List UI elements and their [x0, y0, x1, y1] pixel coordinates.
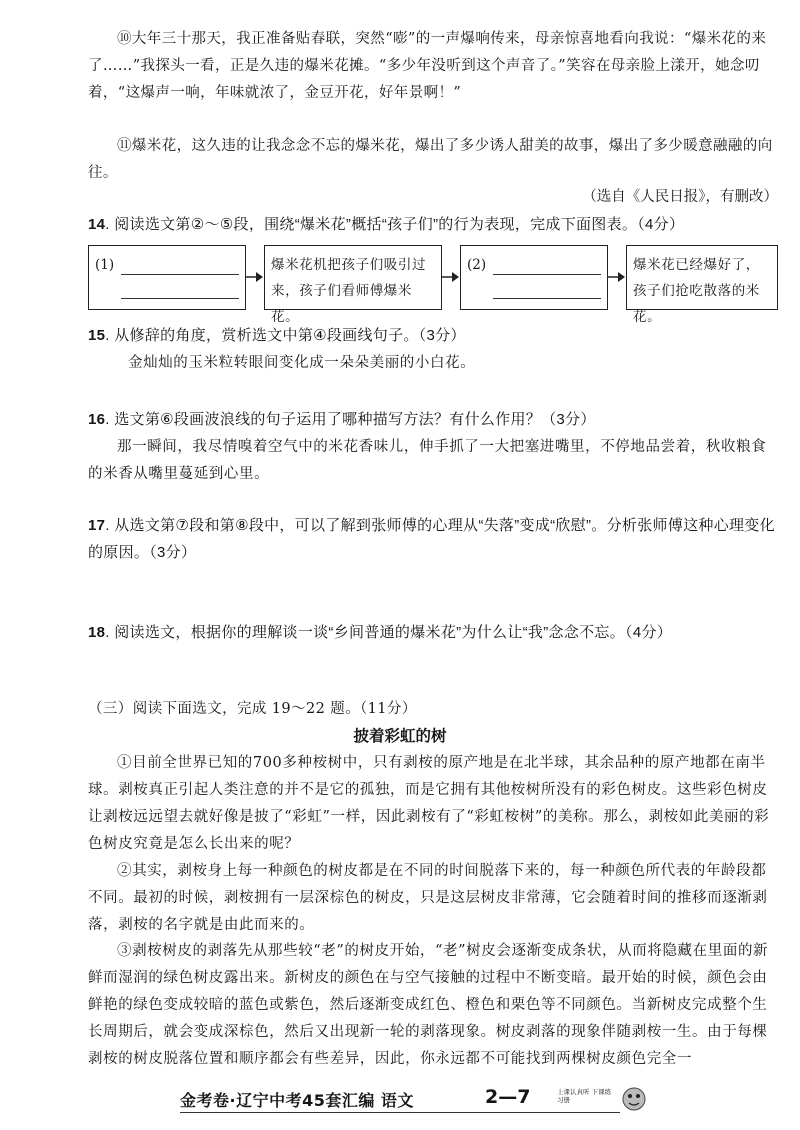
chart-box-4: 爆米花已经爆好了，孩子们抢吃散落的米花。 — [626, 245, 778, 310]
article-paragraph-3: ③剥桉树皮的剥落先从那些较“老”的树皮开始，“老”树皮会逐渐变成条状，从而将隐藏在里面的新鲜而湿润的绿色树皮露出来。新树皮的颜色在与空气接触的过程中不断变暗。最开始的时候，颜色会由鲜艳的绿色变成较暗的蓝色或紫色，然后逐渐变成红色、橙色和栗色等不同颜色。当新树皮完成整个生长周期后，就会变成深棕色，然后又出现新一轮的剥落现象。树皮剥落的现象伴随剥桉一生。由于每棵剥桉的树皮脱落位置和顺序都会有些差异，因此，你永远都不可能找到两棵树皮颜色完全一 — [88, 943, 769, 1067]
answer-line[interactable] — [493, 274, 601, 275]
chart-box-1 — [88, 245, 246, 310]
quoted-sentence: 金灿灿的玉米粒转眼间变化成一朵朵美丽的小白花。 — [128, 355, 476, 371]
question-text: . 选文第⑥段画波浪线的句子运用了哪种描写方法？有什么作用？（3分） — [105, 411, 596, 428]
mascot-logo-icon — [618, 1084, 650, 1112]
page-footer — [0, 1084, 800, 1114]
question-number: 18 — [88, 624, 106, 641]
question-number: 15 — [88, 327, 106, 344]
article-paragraph-2: ②其实，剥桉身上每一种颜色的树皮都是在不同的时间脱落下来的，每一种颜色所代表的年龄段都不同。最初的时候，剥桉拥有一层深棕色的树皮，只是这层树皮非常薄，它会随着时间的推移而逐渐剥落，剥桉的名字就是由此而来的。 — [88, 863, 768, 933]
question-14 — [88, 211, 778, 238]
question-number: 14 — [88, 216, 106, 233]
footer-slogan: 上课认真听 下课练习册 — [557, 1088, 612, 1104]
section-heading: （三）阅读下面选文，完成 19～22 题。（11分） — [88, 701, 417, 717]
arrow-right-icon — [608, 270, 626, 284]
chart-box-2: 爆米花机把孩子们吸引过来，孩子们看师傅爆米花。 — [264, 245, 442, 310]
question-text: . 阅读选文第②～⑤段，围绕“爆米花”概括“孩子们”的行为表现，完成下面图表。（4分） — [105, 216, 685, 233]
chart-box-3 — [460, 245, 608, 310]
footer-rule — [180, 1112, 620, 1113]
question-15 — [88, 322, 778, 349]
question-text: . 从选文第⑦段和第⑧段中，可以了解到张师傅的心理从“失落”变成“欣慰”。分析张师傅这种心理变化的原因。（3分） — [88, 517, 775, 561]
box-label-1: (1) — [95, 257, 115, 273]
paragraph-10: ⑩大年三十那天，我正准备贴春联，突然“嘭”的一声爆响传来，母亲惊喜地看向我说：“爆米花的来了……”我探头一看，正是久违的爆米花摊。“多少年没听到这个声音了。”笑容在母亲脸上漾开，她念叨着，“这爆声一响，年味就浓了，金豆开花，好年景啊！” — [88, 31, 767, 101]
box-label-2: (2) — [467, 257, 487, 273]
question-text: . 从修辞的角度，赏析选文中第④段画线句子。（3分） — [105, 327, 466, 344]
question-16 — [88, 406, 778, 433]
page-number: 2—7 — [485, 1086, 531, 1108]
question-17 — [88, 512, 778, 566]
question-number: 16 — [88, 411, 106, 428]
question-number: 17 — [88, 517, 106, 534]
answer-line[interactable] — [493, 298, 601, 299]
question-18 — [88, 619, 778, 646]
arrow-right-icon — [246, 270, 264, 284]
paragraph-11: ⑪爆米花，这久违的让我念念不忘的爆米花，爆出了多少诱人甜美的故事，爆出了多少暖意融融的向往。 — [88, 138, 773, 181]
question-text: . 阅读选文，根据你的理解谈一谈“乡间普通的爆米花”为什么让“我”念念不忘。（4分） — [105, 624, 673, 641]
quoted-passage: 那一瞬间，我尽情嗅着空气中的米花香味儿，伸手抓了一大把塞进嘴里，不停地品尝着，秋收粮食的米香从嘴里蔓延到心里。 — [88, 439, 767, 482]
answer-line[interactable] — [121, 274, 239, 275]
article-title: 披着彩虹的树 — [353, 727, 447, 745]
source-note: （选自《人民日报》，有删改） — [582, 189, 778, 205]
footer-title: 金考卷·辽宁中考45套汇编 语文 — [180, 1091, 414, 1110]
answer-line[interactable] — [121, 298, 239, 299]
article-paragraph-1: ①目前全世界已知的700多种桉树中，只有剥桉的原产地是在北半球，其余品种的原产地都在南半球。剥桉真正引起人类注意的并不是它的孤独，而是它拥有其他桉树所没有的彩色树皮。这些彩色树皮让剥桉远远望去就好像是披了“彩虹”一样，因此剥桉有了“彩虹桉树”的美称。那么，剥桉如此美丽的彩色树皮究竟是怎么长出来的呢？ — [88, 755, 770, 852]
arrow-right-icon — [442, 270, 460, 284]
